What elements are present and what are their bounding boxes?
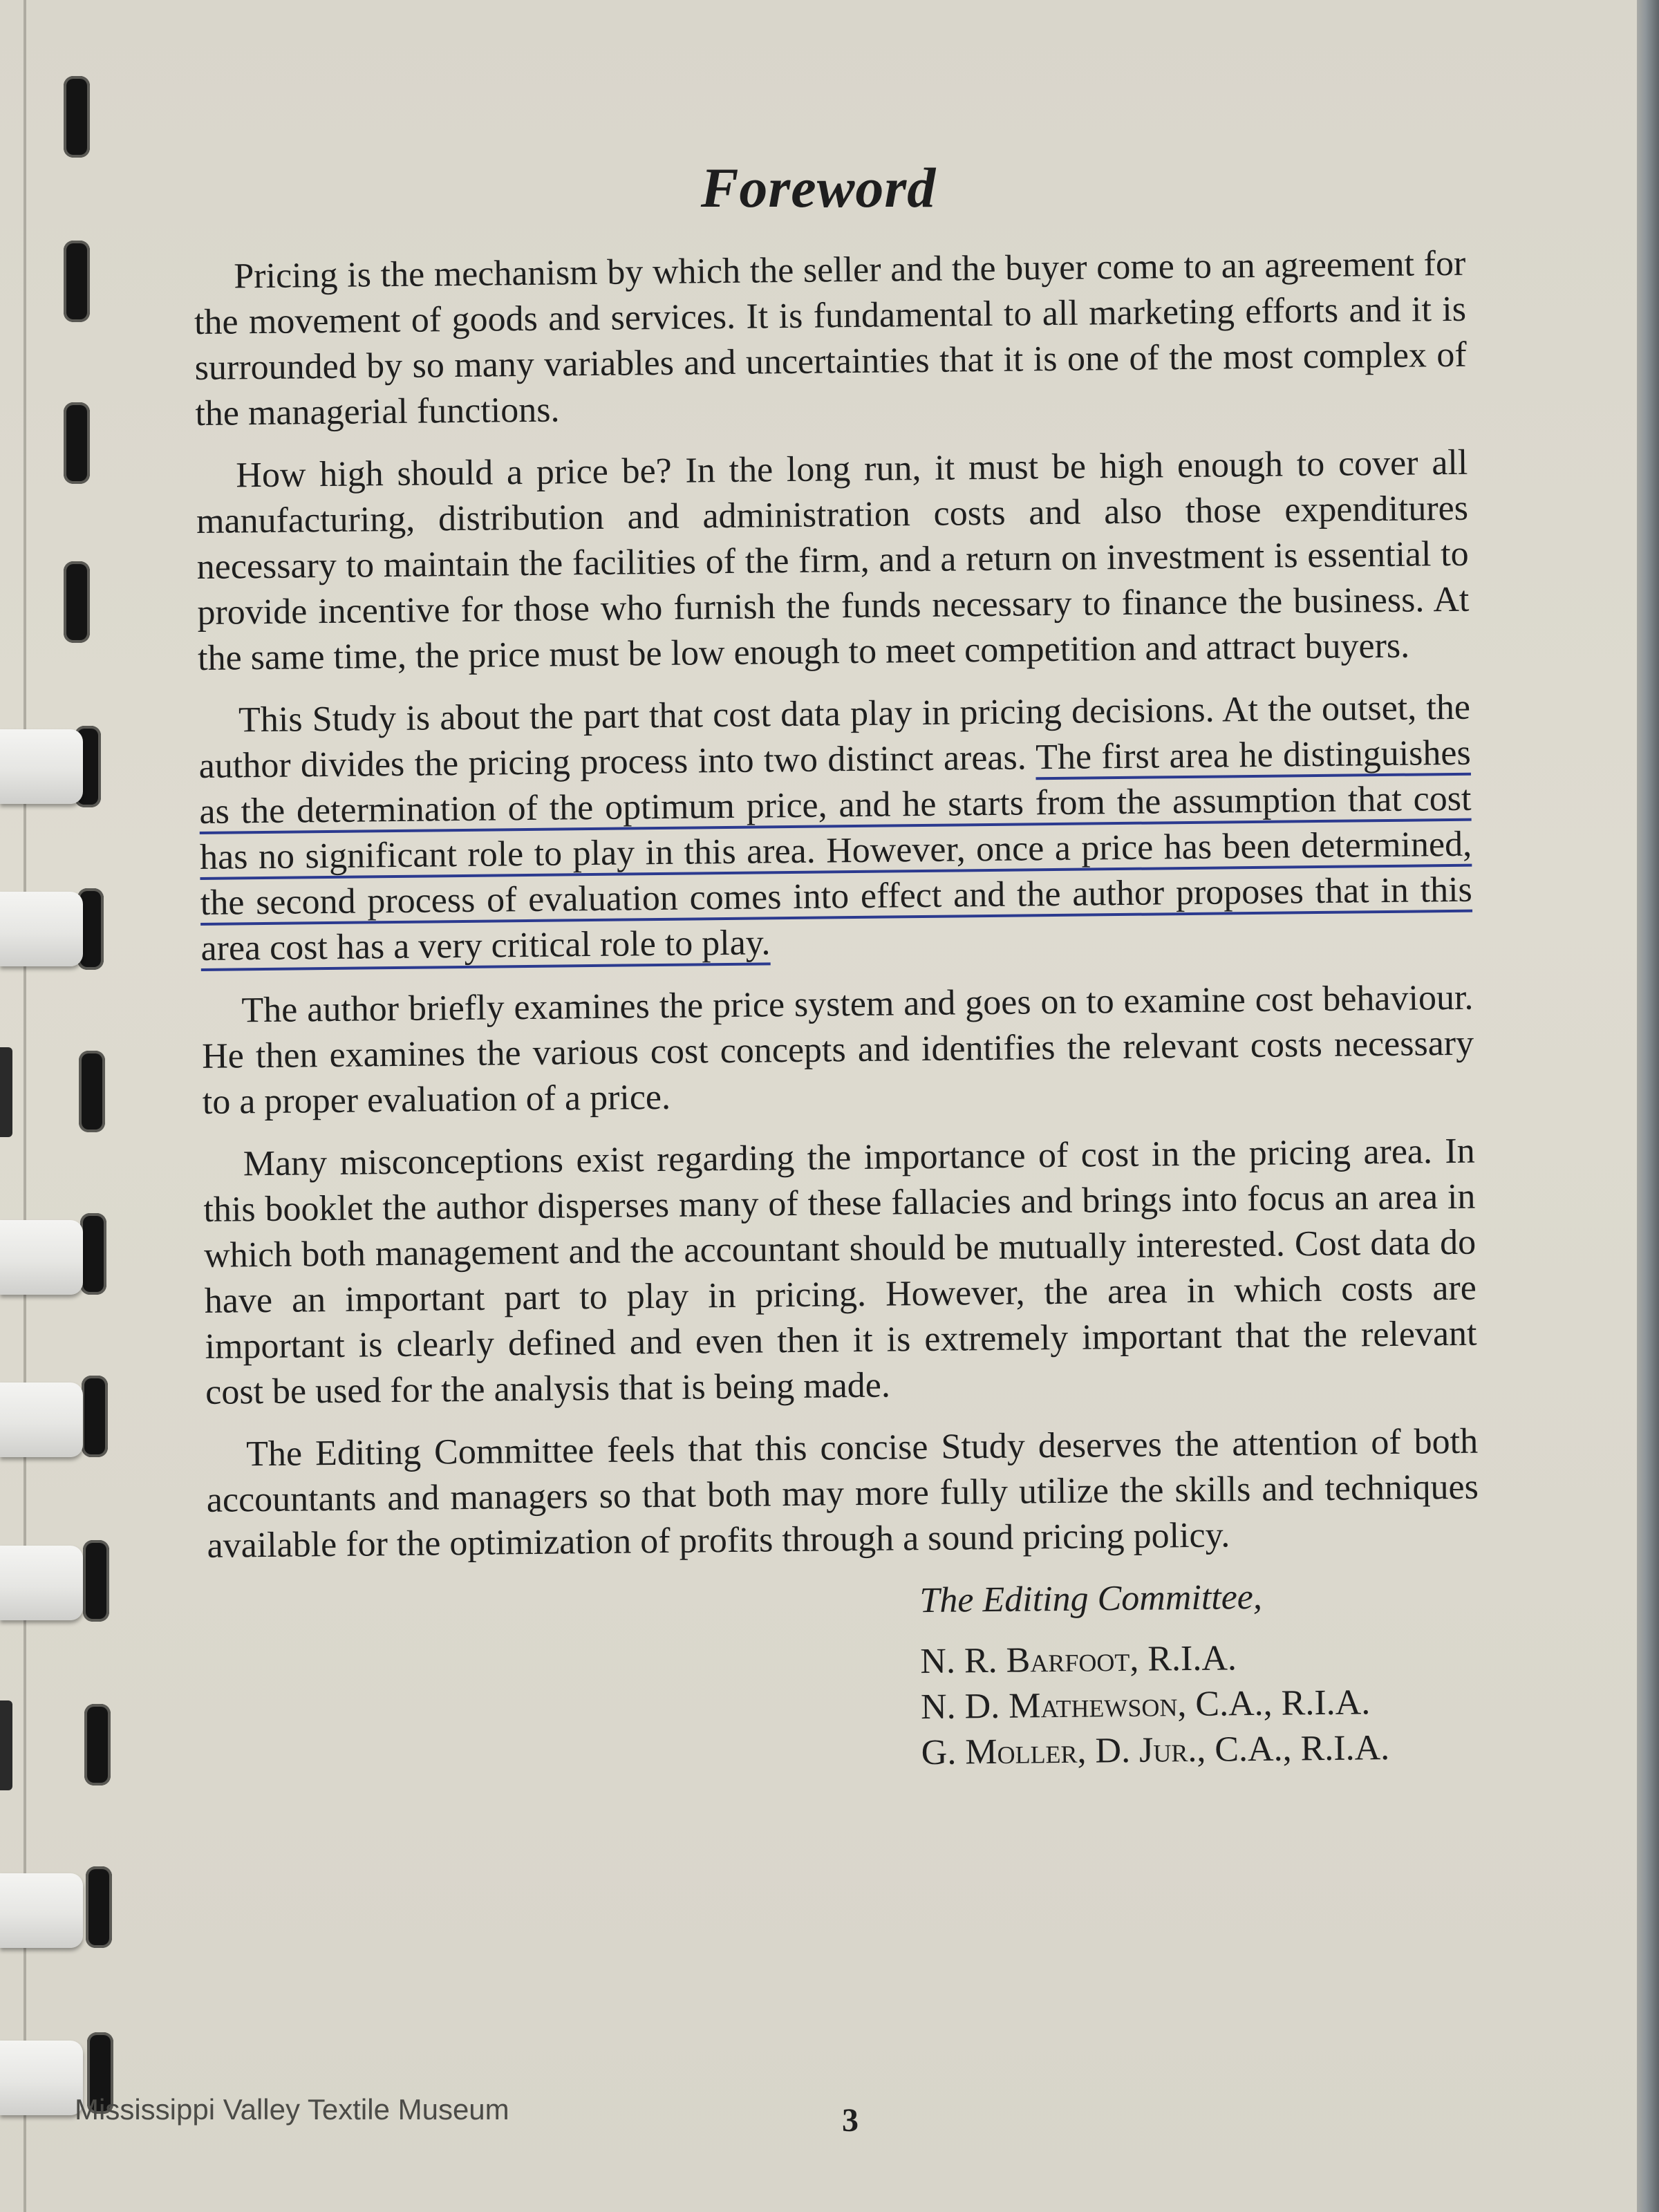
binding-hole bbox=[64, 402, 90, 484]
committee-member: G. Moller, D. Jur., C.A., R.I.A. bbox=[921, 1728, 1390, 1773]
signature-heading: The Editing Committee, bbox=[919, 1577, 1263, 1621]
committee-member: N. R. Barfoot, R.I.A. bbox=[920, 1638, 1237, 1682]
binding-hole bbox=[83, 1540, 109, 1622]
committee-member: N. D. Mathewson, C.A., R.I.A. bbox=[920, 1683, 1371, 1727]
paragraph: The author briefly examines the price system and goes on to examine cost behaviour. He then examines the various cost concepts and identifies the relevant costs necessary to a proper evaluation of a price. bbox=[201, 977, 1474, 1122]
binding-ring bbox=[0, 1546, 83, 1620]
page-edge bbox=[1637, 0, 1659, 2212]
pen-underlined-passage: The first area he distinguishes as the determination of the optimum price, and he starts from the assumption that cost has no significant role to play in this area. However, once a price has been determined, the second process of evaluation comes into effect and the author proposes that in this area cost has a very critical role to play. bbox=[199, 733, 1473, 968]
museum-watermark: Mississippi Valley Textile Museum bbox=[75, 2093, 509, 2126]
binding-hole bbox=[64, 76, 90, 158]
paragraph bbox=[198, 685, 1473, 972]
binding-hole bbox=[80, 1213, 106, 1295]
binding-ring bbox=[0, 1220, 83, 1295]
paragraph-lead: This Study is about the part that cost data play in pricing decisions. At the outset, the author divides the pricing process into two distinct areas. bbox=[198, 687, 1471, 786]
signature-block bbox=[919, 1573, 1481, 1776]
foreword-body bbox=[194, 241, 1481, 1783]
binding-hole bbox=[82, 1376, 108, 1457]
paragraph: The Editing Committee feels that this concise Study deserves the attention of both accountants and managers so that both may more fully utilize the skills and techniques available for the optimization of profits through a sound pricing policy. bbox=[206, 1421, 1479, 1566]
page-title: Foreword bbox=[700, 156, 937, 219]
binding-hole bbox=[86, 1866, 112, 1948]
binding-ring-shadow bbox=[0, 1700, 12, 1790]
binding-hole bbox=[84, 1704, 111, 1785]
binding-ring bbox=[0, 1873, 83, 1948]
paragraph: How high should a price be? In the long run, it must be high enough to cover all manufacturing, distribution and administration costs and also those expenditures necessary to maintain the facilities of the firm, and a return on investment is essential to provide incentive for those who furnish the funds necessary to finance the business. At the same time, the price must be low enough to meet competition and attract buyers. bbox=[196, 442, 1470, 678]
page-number: 3 bbox=[842, 2102, 859, 2139]
paragraph: Many misconceptions exist regarding the importance of cost in the pricing area. In this booklet the author disperses many of these fallacies and brings into focus an area in which both management and the accountant should be mutually interested. Cost data do have an important part to play in pricing. However, the area in which costs are important is clearly defined and even then it is extremely important that the relevant cost be used for the analysis that is being made. bbox=[203, 1131, 1477, 1412]
binding-hole bbox=[64, 241, 90, 322]
paragraph: Pricing is the mechanism by which the seller and the buyer come to an agreement for the movement of goods and services. It is fundamental to all marketing efforts and it is surrounded by so many variables and uncertainties that it is one of the most complex of the managerial functions. bbox=[194, 243, 1467, 433]
binding-ring bbox=[0, 2041, 83, 2115]
binding-ring-shadow bbox=[0, 1047, 12, 1137]
binding-ring bbox=[0, 892, 83, 966]
binding-ring bbox=[0, 1382, 83, 1457]
binding-hole bbox=[79, 1051, 105, 1132]
binding-ring bbox=[0, 729, 83, 804]
binding-hole bbox=[64, 561, 90, 643]
